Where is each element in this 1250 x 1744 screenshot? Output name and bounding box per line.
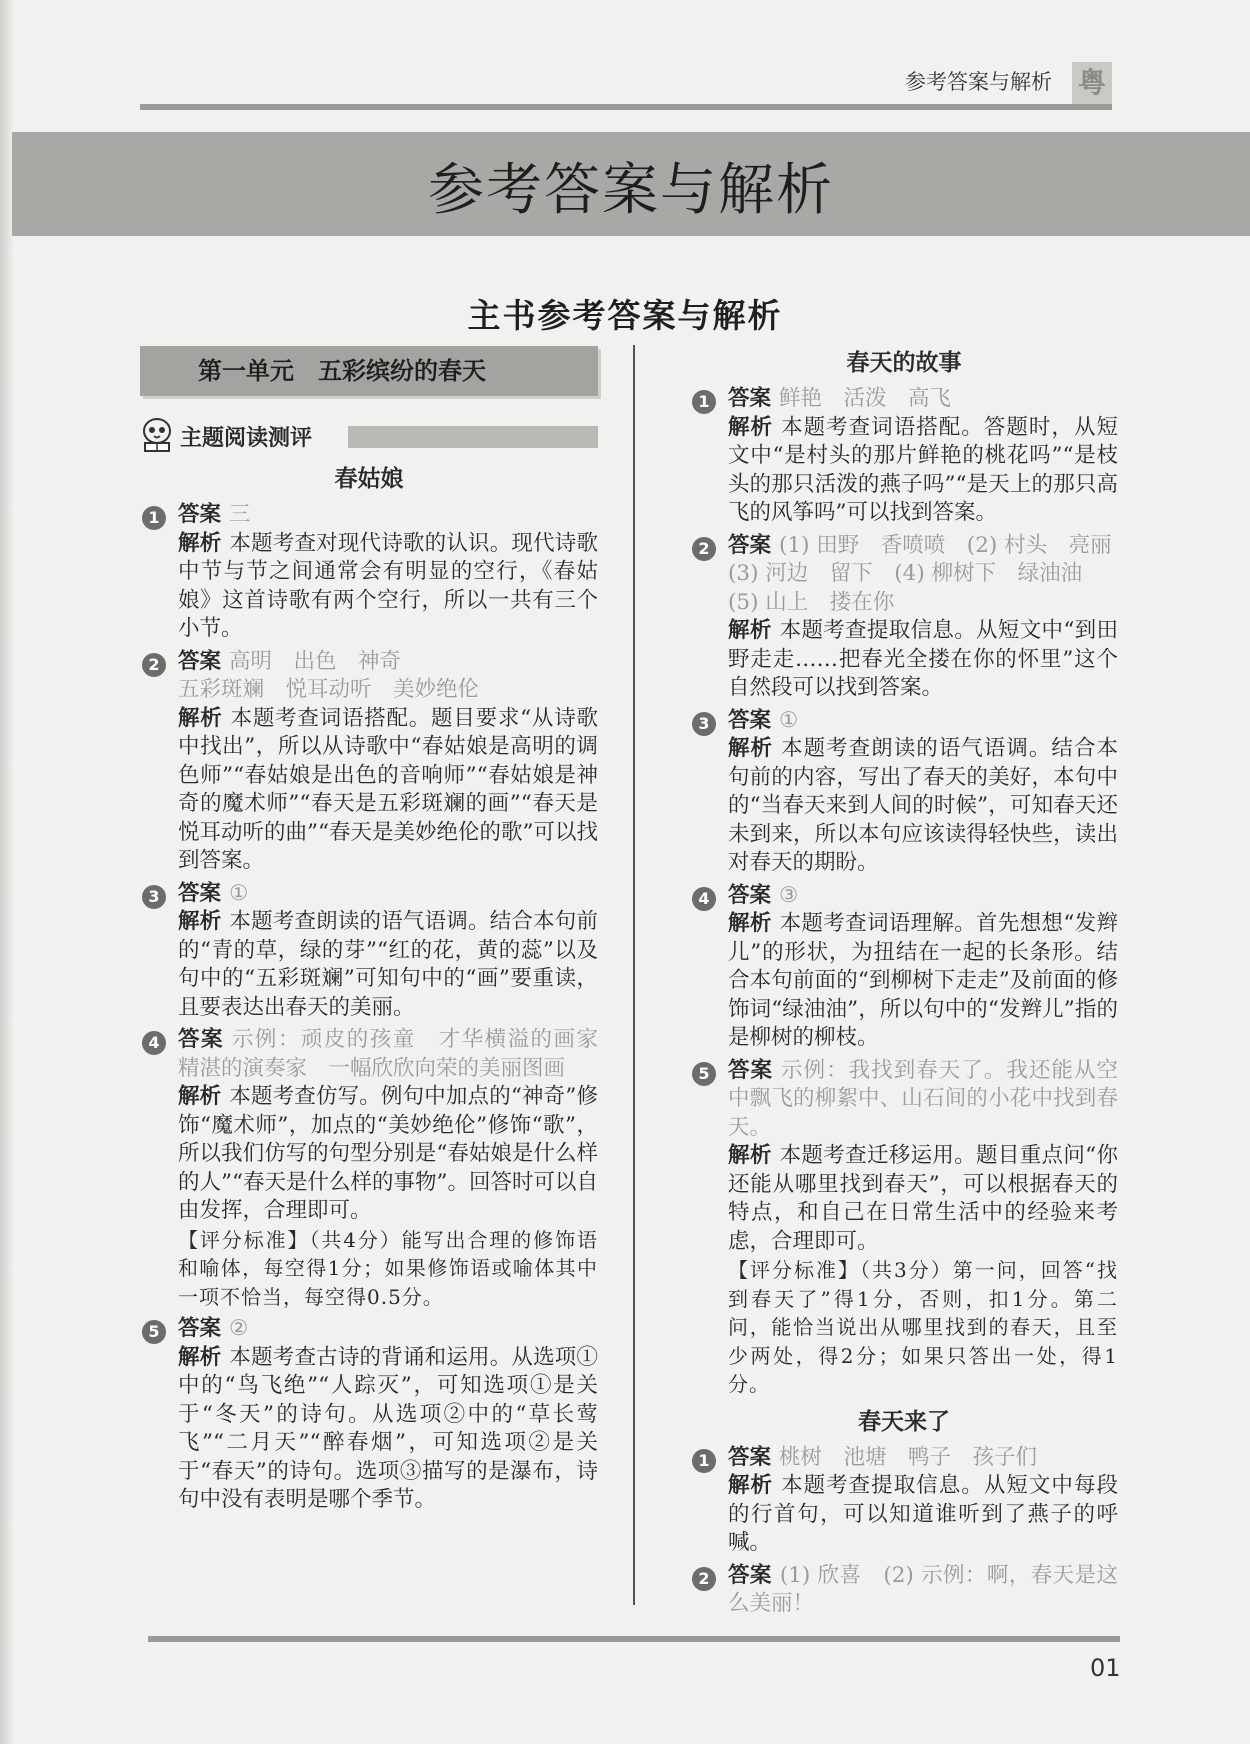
answer-label: 答案 <box>178 1027 224 1052</box>
header-rule <box>140 104 1112 110</box>
answer-text: ① <box>229 880 249 906</box>
running-header <box>140 60 1112 112</box>
answer-label: 答案 <box>728 1444 772 1470</box>
question-item <box>140 1315 598 1515</box>
column-divider <box>633 345 635 1605</box>
question-number: 5 <box>142 1320 166 1344</box>
answer-label: 答案 <box>178 502 222 527</box>
analysis-text: 本题考查对现代诗歌的认识。现代诗歌中节与节之间通常会有明显的空行，《春姑娘》这首诗歌有两个空行，所以一共有三个小节。 <box>178 530 598 641</box>
theme-label: 主题阅读测评 <box>180 426 313 451</box>
scoring-criteria: 【评分标准】（共3分）第一问，回答“找到春天了”得1分，否则，扣1分。第二问，能恰当说出从哪里找到的春天，且至少两处，得2分；如果只答出一处，得1分。 <box>728 1258 1118 1396</box>
analysis-text: 本题考查仿写。例句中加点的“神奇”修饰“魔术师”，加点的“美妙绝伦”修饰“歌”，所以我们仿写的句型分别是“春姑娘是什么样的人”“春天是什么样的事物”。回答时可以自由发挥，合理即可。 <box>178 1084 598 1223</box>
banner-title: 参考答案与解析 <box>428 158 834 223</box>
answer-label: 答案 <box>178 1316 222 1341</box>
analysis-text: 本题考查提取信息。从短文中“到田野走走……把春光全搂在你的怀里”这个自然段可以找到答案。 <box>728 618 1118 700</box>
title-banner <box>12 132 1250 236</box>
answer-text: (1) 欣喜 (2) 示例：啊，春天是这么美丽！ <box>728 1562 1118 1616</box>
question-item <box>140 1026 620 1311</box>
analysis-label: 解析 <box>728 911 772 936</box>
scoring-criteria: 【评分标准】（共4分）能写出合理的修饰语和喻体，每空得1分；如果修饰语或喻体其中一项不恰当，每空得0.5分。 <box>178 1227 598 1309</box>
analysis-text: 本题考查词语搭配。题目要求“从诗歌中找出”，所以从诗歌中“春姑娘是高明的调色师”“春姑娘是出色的音响师”“春姑娘是神奇的魔术师”“春天是五彩斑斓的画”“春天是悦耳动听的曲”“春天是美妙绝伦的歌”可以找到答案。 <box>178 705 598 873</box>
question-item <box>690 1562 1118 1619</box>
theme-bar <box>348 426 598 448</box>
question-item <box>690 1444 1118 1558</box>
analysis-label: 解析 <box>728 736 774 761</box>
answer-label: 答案 <box>178 648 222 674</box>
analysis-label: 解析 <box>728 618 772 643</box>
main-title: 主书参考答案与解析 <box>467 296 783 335</box>
left-column <box>140 340 620 1519</box>
answer-label: 答案 <box>728 882 772 908</box>
analysis-text: 本题考查朗读的语气语调。结合本句前的内容，写出了春天的美好，本句中的“当春天来到人间的时候”，可知春天还未到来，所以本句应该读得轻快些，读出对春天的期盼。 <box>728 736 1118 875</box>
section-title: 春天的故事 <box>846 350 962 376</box>
answer-label: 答案 <box>728 1562 772 1588</box>
analysis-label: 解析 <box>178 909 222 934</box>
question-item <box>690 882 1118 1053</box>
analysis-label: 解析 <box>728 1143 772 1168</box>
question-number: 2 <box>692 537 716 561</box>
question-item <box>140 648 598 876</box>
question-number: 3 <box>692 712 716 736</box>
running-title: 参考答案与解析 <box>905 70 1052 94</box>
analysis-label: 解析 <box>178 530 222 556</box>
question-number: 4 <box>692 887 716 911</box>
footer-rule <box>148 1636 1120 1642</box>
analysis-label: 解析 <box>178 705 223 731</box>
answer-text: 示例：我找到春天了。我还能从空中飘飞的柳絮中、山石间的小花中找到春天。 <box>728 1057 1118 1140</box>
answer-label: 答案 <box>728 707 772 733</box>
question-item <box>140 880 598 1023</box>
analysis-label: 解析 <box>728 1473 774 1498</box>
answer-text: 桃树 池塘 鸭子 孩子们 <box>779 1444 1038 1470</box>
analysis-text: 本题考查朗读的语气语调。结合本句前的“青的草，绿的芽”“红的花，黄的蕊”以及句中的“五彩斑斓”可知句中的“画”要重读，且要表达出春天的美丽。 <box>178 909 598 1020</box>
answer-text: ③ <box>779 882 799 908</box>
answer-text: ① <box>779 707 799 733</box>
question-number: 4 <box>142 1031 166 1055</box>
question-number: 1 <box>692 390 716 414</box>
answer-label: 答案 <box>178 880 222 906</box>
question-item <box>690 1057 1118 1399</box>
question-number: 1 <box>142 506 166 530</box>
answer-text: ② <box>229 1316 249 1341</box>
question-item <box>690 385 1118 528</box>
section-title: 春天来了 <box>858 1408 950 1435</box>
question-item <box>140 501 598 644</box>
theme-heading <box>140 416 598 456</box>
answer-label: 答案 <box>728 1057 774 1083</box>
analysis-text: 本题考查迁移运用。题目重点问“你还能从哪里找到春天”，可以根据春天的特点，和自己在日常生活中的经验来考虑，合理即可。 <box>728 1143 1118 1254</box>
question-number: 2 <box>142 653 166 677</box>
analysis-text: 本题考查古诗的背诵和运用。从选项①中的“鸟飞绝”“人踪灭”，可知选项①是关于“冬天”的诗句。从选项②中的“草长莺飞”“二月天”“醉春烟”，可知选项②是关于“春天”的诗句。选项③描写的是瀑布，诗句中没有表明是哪个季节。 <box>178 1344 598 1512</box>
analysis-text: 本题考查提取信息。从短文中每段的行首句，可以知道谁听到了燕子的呼喊。 <box>728 1473 1118 1555</box>
answer-text: (3) 河边 留下 (4) 柳树下 绿油油 <box>728 561 1083 586</box>
analysis-label: 解析 <box>178 1084 222 1109</box>
page-number: 01 <box>1090 1654 1121 1682</box>
answer-text: (1) 田野 香喷喷 (2) 村头 亮丽 <box>779 532 1112 558</box>
question-number: 5 <box>692 1062 716 1086</box>
analysis-label: 解析 <box>728 414 774 440</box>
answer-text: 五彩斑斓 悦耳动听 美妙绝伦 <box>178 677 480 702</box>
answer-text: 鲜艳 活泼 高飞 <box>779 386 952 411</box>
answer-text: 示例：顽皮的孩童 才华横溢的画家 精湛的演奏家 一幅欣欣向荣的美丽图画 <box>178 1027 620 1081</box>
question-number: 1 <box>692 1449 716 1473</box>
question-item <box>690 532 1118 703</box>
analysis-label: 解析 <box>178 1344 222 1370</box>
analysis-text: 本题考查词语理解。首先想想“发辫儿”的形状，为扭结在一起的长条形。结合本句前面的“到柳树下走走”及前面的修饰词“绿油油”，所以句中的“发辫儿”指的是柳树的柳枝。 <box>728 911 1118 1050</box>
answer-text: 三 <box>229 502 251 527</box>
page-edge-shadow <box>0 0 14 1744</box>
question-number: 2 <box>692 1567 716 1591</box>
answer-text: (5) 山上 搂在你 <box>728 589 895 615</box>
question-item <box>690 707 1118 878</box>
region-badge: 粤 <box>1072 62 1112 104</box>
answer-label: 答案 <box>728 532 772 558</box>
answer-label: 答案 <box>728 386 772 411</box>
analysis-text: 本题考查词语搭配。答题时，从短文中“是村头的那片鲜艳的桃花吗”“是枝头的那只活泼的燕子吗”“是天上的那只高飞的风筝吗”可以找到答案。 <box>728 414 1118 525</box>
reading-owl-icon <box>140 415 174 453</box>
question-number: 3 <box>142 885 166 909</box>
right-column <box>690 340 1118 1623</box>
section-title: 春姑娘 <box>334 466 404 492</box>
unit-title: 第一单元 五彩缤纷的春天 <box>140 346 598 396</box>
answer-text: 高明 出色 神奇 <box>229 648 402 674</box>
